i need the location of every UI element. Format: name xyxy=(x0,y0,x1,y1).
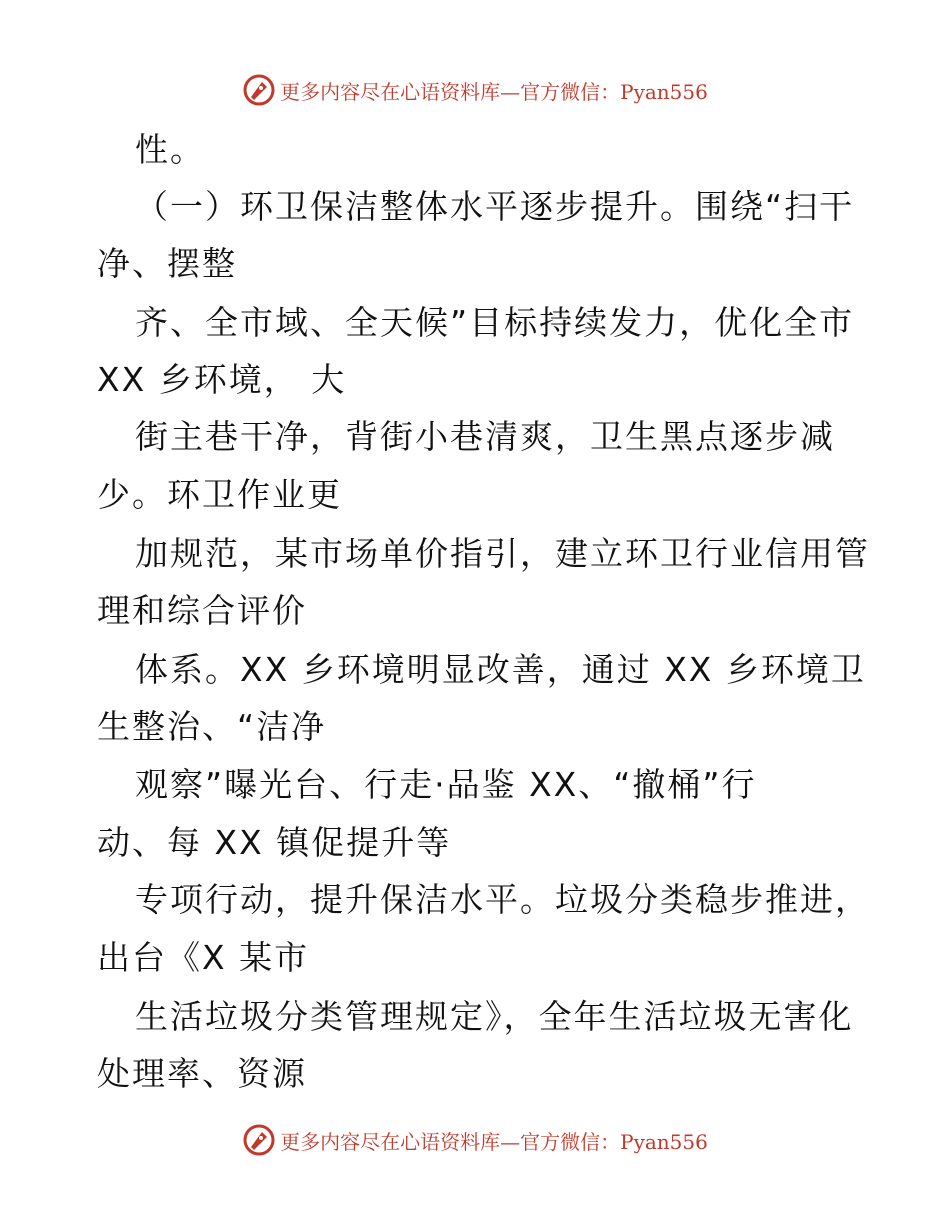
header-banner-text: 更多内容尽在心语资料库—官方微信：Pyan556 xyxy=(280,79,708,104)
footer-banner-text: 更多内容尽在心语资料库—官方微信：Pyan556 xyxy=(280,1129,708,1154)
text-line: 少。环卫作业更 xyxy=(97,475,342,514)
header-banner xyxy=(0,70,950,110)
text-line: 生整治、“洁净 xyxy=(97,707,327,746)
text-line: 出台《X 某市 xyxy=(97,938,310,977)
text-line: 观察”曝光台、行走·品鉴 XX、“撤桶”行 xyxy=(135,765,757,804)
text-line: 生活垃圾分类管理规定》，全年生活垃圾无害化 xyxy=(135,997,854,1036)
text-line: 理和综合评价 xyxy=(97,591,307,630)
footer-banner xyxy=(0,1120,950,1160)
pen-nib-logo-icon xyxy=(242,1123,276,1157)
text-line: （一）环卫保洁整体水平逐步提升。围绕“扫干 xyxy=(135,187,855,226)
text-line: 处理率、资源 xyxy=(97,1054,307,1093)
text-line: 专项行动，提升保洁水平。垃圾分类稳步推进， xyxy=(135,880,870,919)
text-line: 街主巷干净，背街小巷清爽，卫生黑点逐步减 xyxy=(135,417,835,456)
pen-nib-logo-icon xyxy=(242,73,276,107)
text-line: 动、每 XX 镇促提升等 xyxy=(97,823,452,862)
text-line: XX 乡环境， 大 xyxy=(97,360,347,399)
text-line: 净、摆整 xyxy=(97,244,237,283)
text-line: 齐、全市域、全天候”目标持续发力，优化全市 xyxy=(135,303,855,342)
text-line: 加规范，某市场单价指引，建立环卫行业信用管 xyxy=(135,534,870,573)
text-line: 体系。XX 乡环境明显改善，通过 XX 乡环境卫 xyxy=(135,650,866,689)
text-line: 性。 xyxy=(135,130,205,169)
